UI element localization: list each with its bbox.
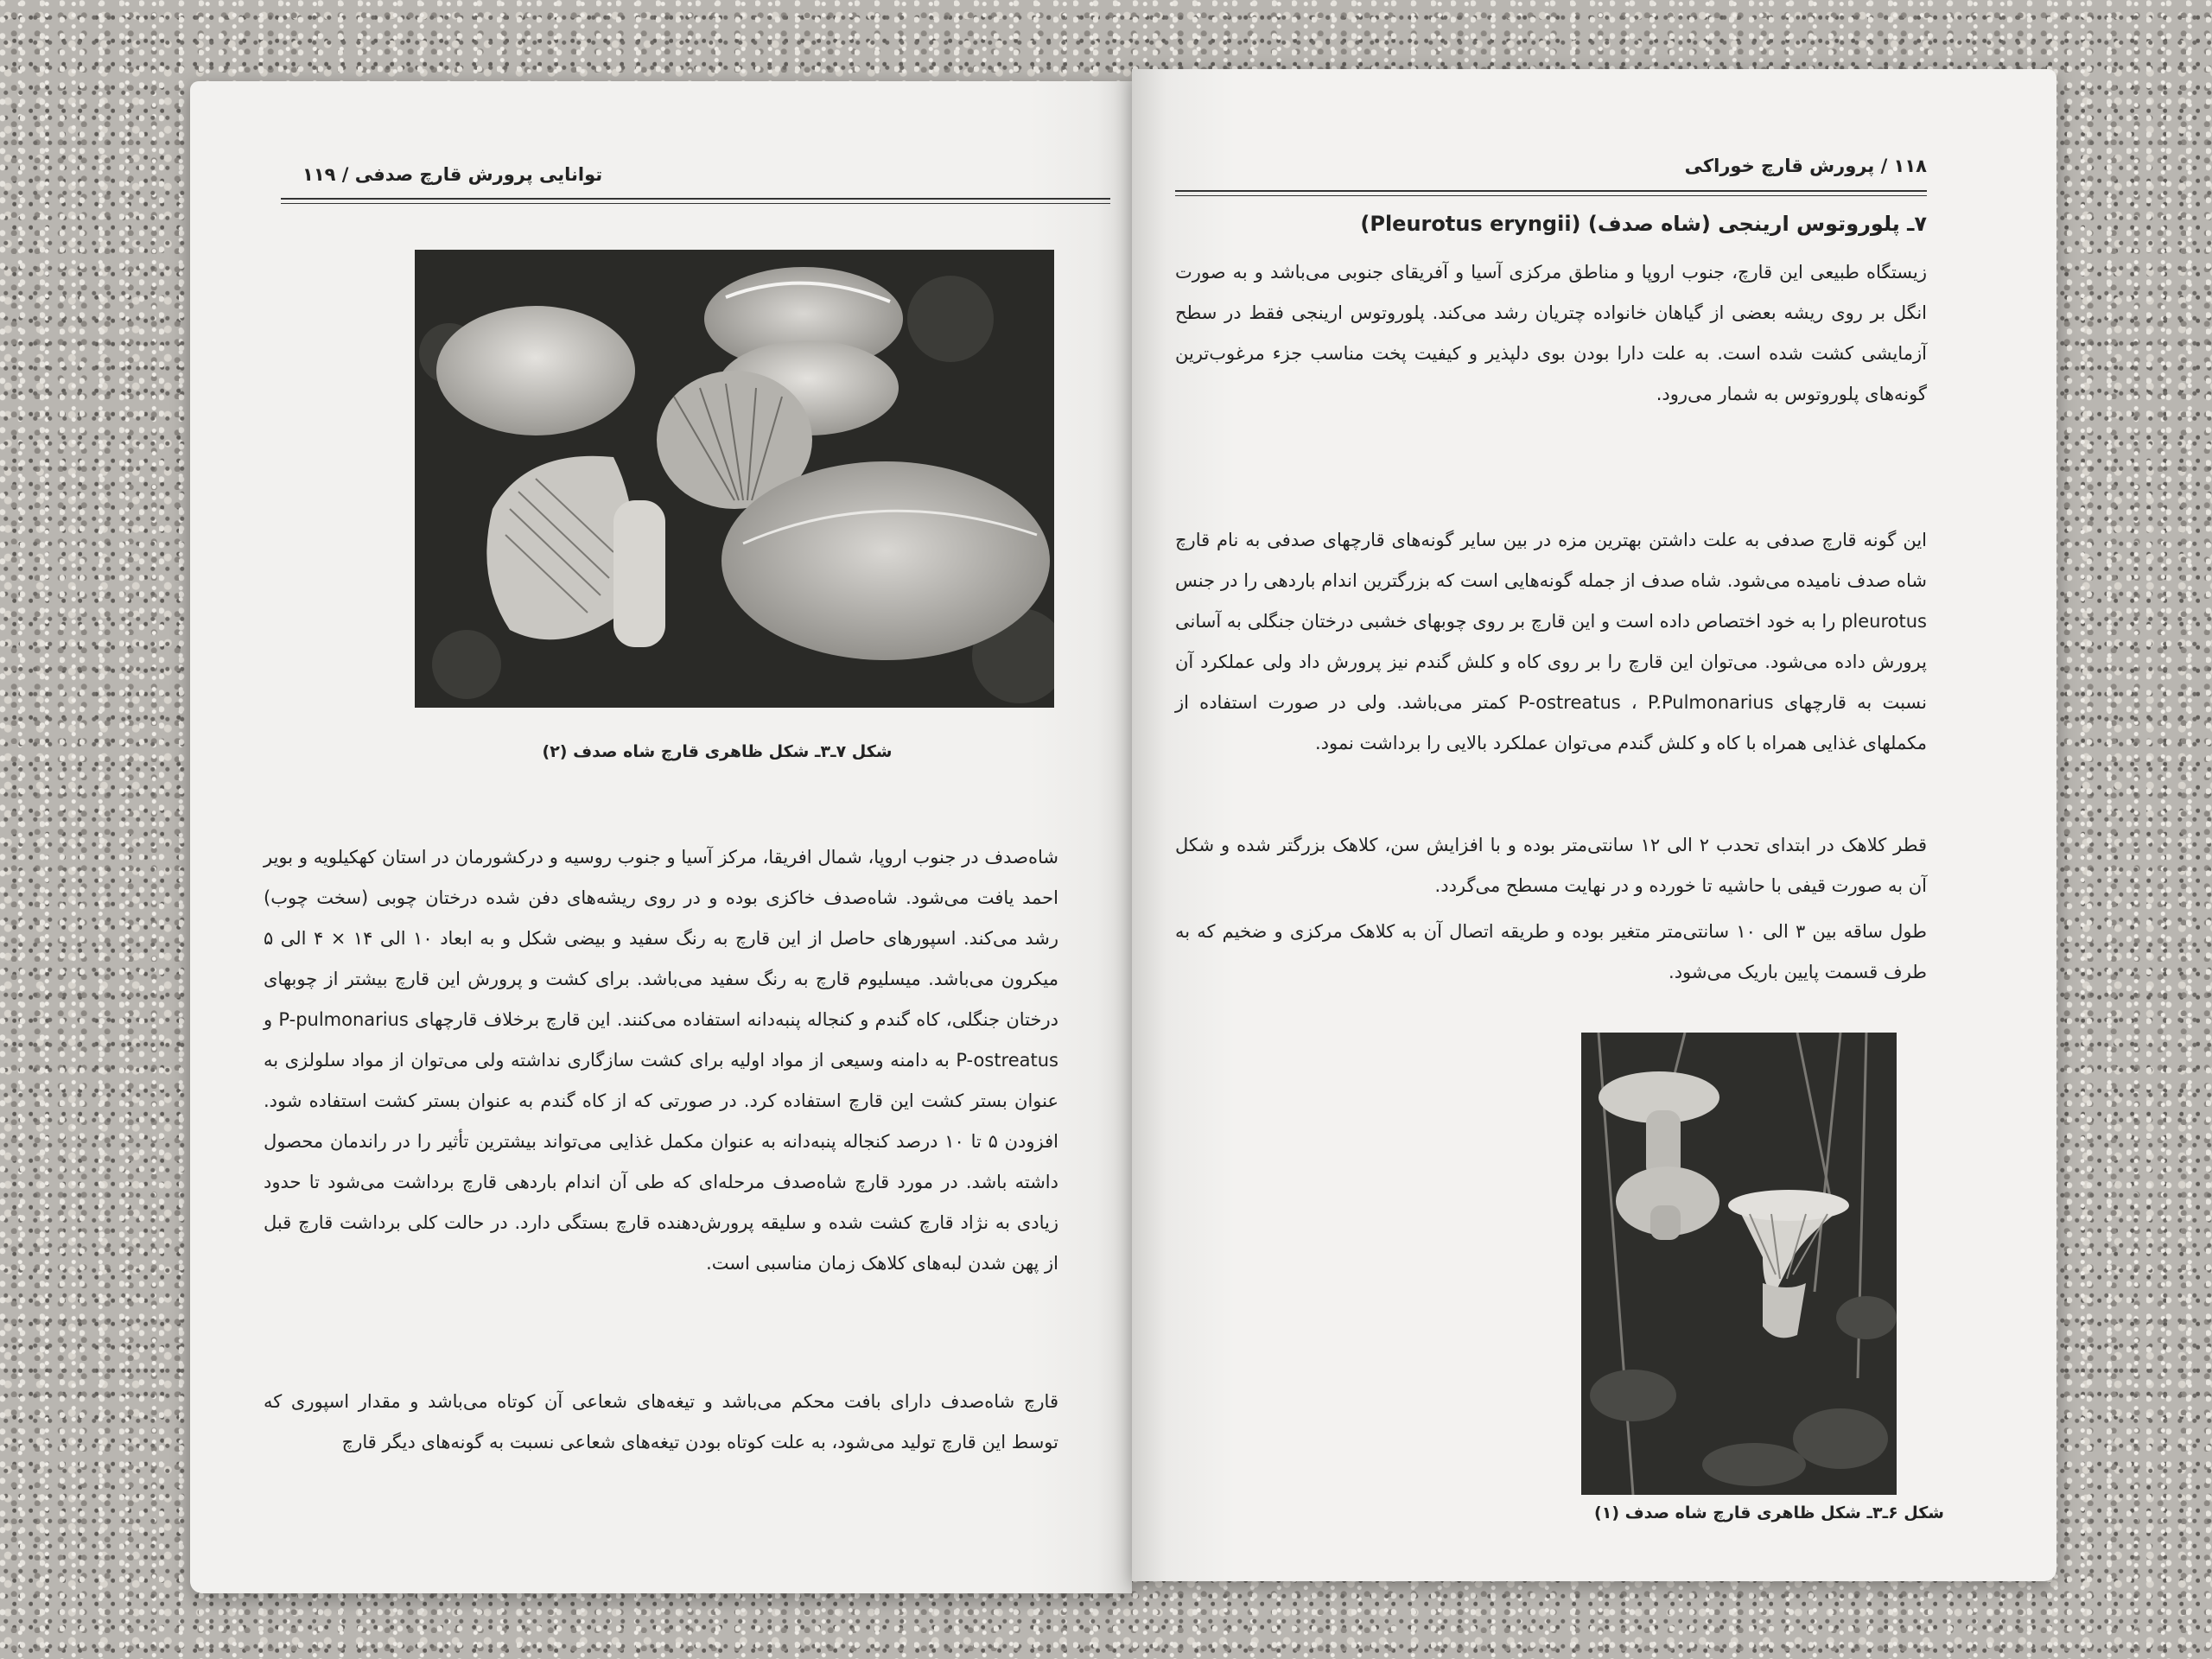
- right-page: [1132, 69, 2056, 1581]
- right-paragraph-2: این گونه قارچ صدفی به علت داشتن بهترین مزه در بین سایر گونه‌های قارچهای صدفی به نام قارچ شاه صدف نامیده می‌شود. شاه صدف از جمله گونه‌هایی است که بزرگترین اندام باردهی را در جنس pleurotus را به خود اختصاص داده است و این قارچ بر روی چوبهای خشبی درختان جنگلی به آسانی پرورش داده می‌شود. می‌توان این قارچ را بر روی کاه و کلش گندم نیز پرورش داد ولی عملکرد آن نسبت به قارچهای P-ostreatus ، P.Pulmonarius کمتر می‌باشد. ولی در صورت استفاده از مکملهای غذایی همراه با کاه و کلش گندم می‌توان عملکرد بالایی را برداشت نمود.: [1175, 530, 1927, 753]
- right-paragraph-1: زیستگاه طبیعی این قارچ، جنوب اروپا و مناطق مرکزی آسیا و آفریقای جنوبی می‌باشد و به صورت انگل بر روی ریشه بعضی از گیاهان خانواده چتریان رشد می‌کند. پلوروتوس ارینجی فقط در سطح آزمایشی کشت شده است. به علت دارا بودن بوی دلپذیر و کیفیت پخت مناسب جزء مرغوب‌ترین گونه‌های پلوروتوس به شمار می‌رود.: [1175, 262, 1927, 404]
- mushroom-photo-pleurotus-eryngii-2: [415, 250, 1054, 708]
- mushroom-photo-pleurotus-eryngii-1: [1581, 1033, 1897, 1495]
- header-rule-thin: [281, 203, 1110, 204]
- right-paragraph-4: طول ساقه بین ۳ الی ۱۰ سانتی‌متر متغیر بوده و طریقه اتصال آن به کلاهک مرکزی و ضخیم که به طرف قسمت پایین باریک می‌شود.: [1175, 921, 1927, 982]
- left-paragraph-2: قارچ شاه‌صدف دارای بافت محکم می‌باشد و تیغه‌های شعاعی آن کوتاه می‌باشد و مقدار اسپوری که توسط این قارچ تولید می‌شود، به علت کوتاه بودن تیغه‌های شعاعی نسبت به گونه‌های دیگر قارچ: [264, 1391, 1058, 1452]
- left-page: [190, 81, 1132, 1593]
- open-book: [173, 69, 2091, 1607]
- header-rule: [1175, 190, 1927, 192]
- left-figure-caption: شکل ۷ـ۳ـ شکل ظاهری قارچ شاه صدف (۲): [542, 742, 893, 761]
- right-paragraph-3: قطر کلاهک در ابتدای تحدب ۲ الی ۱۲ سانتی‌متر بوده و با افزایش سن، کلاهک بزرگتر شده و شکل آن به صورت قیفی با حاشیه تا خورده و در نهایت مسطح می‌گردد.: [1175, 835, 1928, 896]
- right-figure-caption: شکل ۶ـ۳ـ شکل ظاهری قارچ شاه صدف (۱): [1594, 1503, 1944, 1522]
- right-page-header: ۱۱۸ / پرورش قارچ خوراکی: [1684, 156, 1927, 176]
- header-rule-thin: [1175, 195, 1927, 196]
- section-heading: ۷ـ پلوروتوس ارینجی (شاه صدف) (Pleurotus eryngii): [1360, 212, 1927, 236]
- left-paragraph-1: شاه‌صدف در جنوب اروپا، شمال افریقا، مرکز آسیا و جنوب روسیه و درکشورمان در استان کهکیلویه و بویر احمد یافت می‌شود. شاه‌صدف خاکزی بوده و در روی ریشه‌های دفن شده درختان چوبی (سخت چوب) رشد می‌کند. اسپورهای حاصل از این قارچ به رنگ سفید و بیضی شکل و به ابعاد ۱۰ الی ۱۴ × ۴ الی ۵ میکرون می‌باشد. میسلیوم قارچ به رنگ سفید می‌باشد. برای کشت و پرورش این قارچ بیشتر از چوبهای درختان جنگلی، کاه گندم و کنجاله پنبه‌دانه استفاده می‌کنند. این قارچ برخلاف قارچهای P-pulmonarius و P-ostreatus به دامنه وسیعی از مواد اولیه برای کشت سازگاری نداشته ولی می‌توان از مواد سلولزی به عنوان بستر کشت این قارچ استفاده کرد. در صورتی که از کاه گندم به عنوان بستر کشت استفاده شود. افزودن ۵ تا ۱۰ درصد کنجاله پنبه‌دانه به عنوان مکمل غذایی می‌تواند بیشترین تأثیر را در راندمان محصول داشته باشد. در مورد قارچ شاه‌صدف مرحله‌ای که طی آن اندام باردهی قارچ برداشت می‌شود تا حدود زیادی به نژاد قارچ کشت شده و سلیقه پرورش‌دهنده قارچ بستگی دارد. در حالت کلی برداشت قارچ قبل از پهن شدن لبه‌های کلاهک زمان مناسبی است.: [264, 847, 1058, 1274]
- mushroom-photo-drawing: [415, 250, 1054, 708]
- left-page-header: توانایی پرورش قارچ صدفی / ۱۱۹: [302, 164, 603, 185]
- header-rule: [281, 198, 1110, 200]
- mushroom-photo-drawing: [1581, 1033, 1897, 1495]
